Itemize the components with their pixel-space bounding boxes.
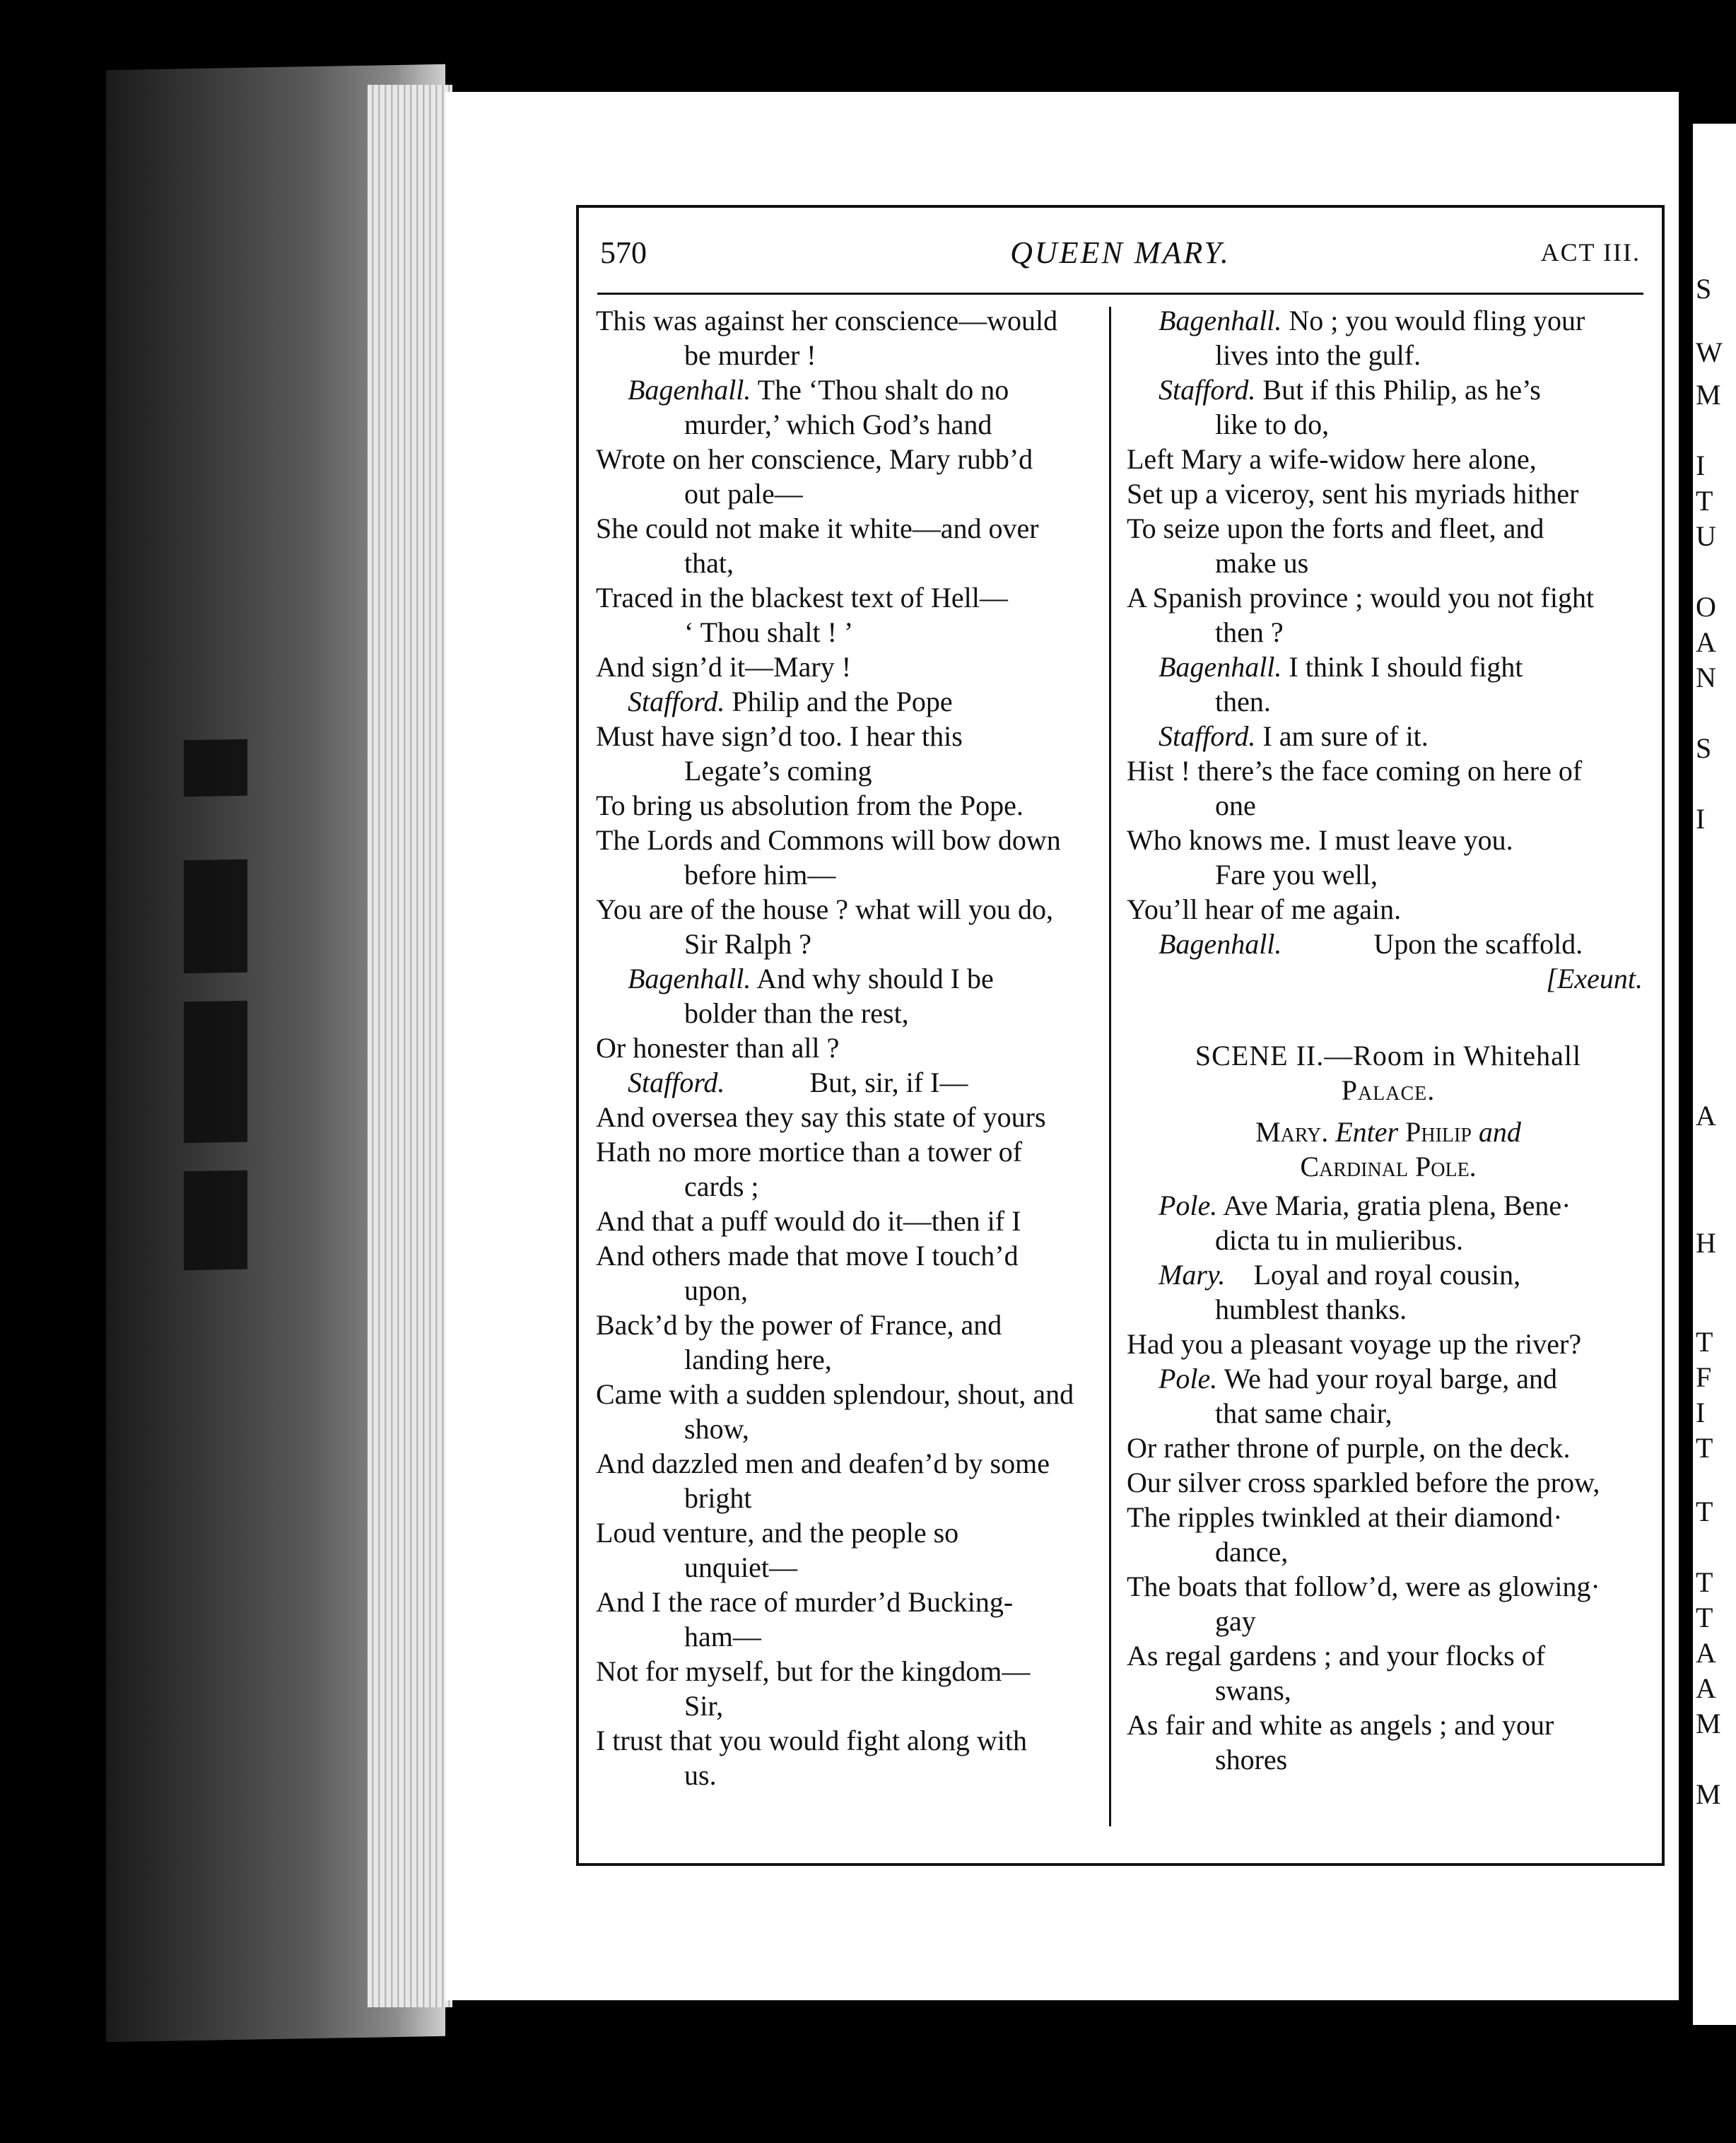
verse-line: As fair and white as angels ; and your — [1127, 1709, 1554, 1741]
speech-text: We had your royal barge, and — [1217, 1363, 1558, 1395]
verse-line: upon, — [684, 1274, 748, 1306]
page-number: 570 — [600, 235, 647, 270]
speech-text: Loyal and royal cousin, — [1225, 1259, 1521, 1291]
verse-line — [1127, 1257, 1650, 1292]
scene-heading — [1127, 1038, 1650, 1108]
verse-line: To bring us absolution from the Pope. — [596, 789, 1024, 821]
verse-line: The boats that follow’d, were as glowing· — [1127, 1570, 1600, 1602]
speaker-name: Bagenhall. — [1159, 928, 1282, 960]
verse-line: ham— — [684, 1621, 761, 1652]
verse-line: be murder ! — [684, 339, 816, 371]
speech-text: Philip and the Pope — [725, 686, 953, 717]
verse-line: that same chair, — [1215, 1397, 1392, 1429]
facing-page-letter: I — [1696, 1397, 1706, 1428]
verse-line — [1127, 719, 1650, 753]
verse-line: Sir Ralph ? — [684, 928, 811, 960]
verse-line: This was against her conscience—would — [596, 305, 1058, 336]
sd-enter: Enter — [1335, 1116, 1399, 1148]
verse-line: like to do, — [1215, 409, 1330, 440]
speaker-name: Mary. — [1159, 1259, 1226, 1291]
speech-text: But, sir, if I— — [725, 1067, 968, 1098]
stage-direction — [1127, 1115, 1650, 1149]
facing-page-letter: A — [1696, 1100, 1716, 1132]
verse-line: Back’d by the power of France, and — [596, 1309, 1002, 1341]
verse-line: Must have sign’d too. I hear this — [596, 720, 963, 752]
verse-line: make us — [1215, 547, 1309, 579]
speech-text: I think I should fight — [1282, 651, 1523, 683]
verse-line: I trust that you would fight along with — [596, 1725, 1027, 1756]
speaker-name: Stafford. — [1159, 374, 1256, 406]
text-frame — [576, 205, 1665, 1866]
verse-line: Who knows me. I must leave you. — [1127, 824, 1513, 856]
running-title: QUEEN MARY. — [1010, 235, 1231, 270]
verse-line: lives into the gulf. — [1215, 339, 1421, 371]
facing-page-letter: A — [1696, 1637, 1716, 1669]
speech-text: The ‘Thou shalt do no — [751, 374, 1009, 406]
verse-line: swans, — [1215, 1674, 1291, 1706]
verse-line: The ripples twinkled at their diamond· — [1127, 1501, 1563, 1533]
verse-line: Our silver cross sparkled before the prow, — [1127, 1467, 1600, 1498]
verse-line — [596, 1065, 1091, 1100]
exit-direction: [Exeunt. — [1546, 963, 1643, 994]
verse-line: dance, — [1215, 1536, 1289, 1568]
speech-text: Upon the scaffold. — [1282, 928, 1583, 960]
facing-page-letter: W — [1696, 336, 1723, 368]
verse-line: Sir, — [684, 1690, 724, 1722]
facing-page-letter: T — [1696, 1432, 1713, 1464]
facing-page-letter: H — [1696, 1227, 1716, 1259]
scene-heading-line2: Palace. — [1341, 1074, 1436, 1106]
verse-line — [596, 372, 1091, 407]
speaker-name: Bagenhall. — [628, 374, 751, 406]
verse-line: And oversea they say this state of yours — [596, 1101, 1046, 1133]
facing-page-letter: T — [1696, 1326, 1713, 1358]
verse-line: Wrote on her conscience, Mary rubb’d — [596, 443, 1033, 475]
speech-text: And why should I be — [751, 963, 994, 994]
facing-page-fragment — [1693, 124, 1736, 2025]
facing-page-letter: A — [1696, 1672, 1716, 1704]
verse-line: Fare you well, — [1215, 859, 1378, 891]
verse-line — [1127, 303, 1650, 338]
spine-lettering — [184, 739, 247, 797]
verse-line — [1127, 927, 1650, 961]
spine-lettering — [184, 1001, 247, 1144]
right-column — [1127, 303, 1650, 1777]
verse-line: that, — [684, 547, 734, 579]
speaker-name: Pole. — [1159, 1363, 1218, 1395]
facing-page-letter: S — [1696, 732, 1712, 764]
facing-page-letter: F — [1696, 1361, 1712, 1393]
facing-page-letter: T — [1696, 485, 1713, 517]
running-head — [579, 235, 1662, 277]
verse-line: A Spanish province ; would you not fight — [1127, 582, 1595, 613]
facing-page-letter: I — [1696, 450, 1706, 481]
verse-line: shores — [1215, 1744, 1288, 1775]
verse-line: And dazzled men and deafen’d by some — [596, 1448, 1050, 1479]
speaker-name: Stafford. — [628, 1067, 725, 1098]
speaker-name: Bagenhall. — [1159, 651, 1282, 683]
speaker-name: Pole. — [1159, 1190, 1218, 1221]
facing-page-letter: I — [1696, 803, 1706, 835]
verse-line: Traced in the blackest text of Hell— — [596, 582, 1008, 613]
verse-line: You are of the house ? what will you do, — [596, 893, 1053, 925]
left-column — [596, 303, 1091, 1792]
verse-line: Legate’s coming — [684, 755, 872, 787]
verse-line: one — [1215, 789, 1256, 821]
verse-line: Not for myself, but for the kingdom— — [596, 1655, 1031, 1687]
verse-line — [1127, 650, 1650, 684]
verse-line: Set up a viceroy, sent his myriads hither — [1127, 478, 1579, 510]
right-column-top — [1127, 303, 1650, 961]
facing-page-letter: T — [1696, 1602, 1713, 1633]
facing-page-letter: M — [1696, 1708, 1721, 1739]
verse-line: Had you a pleasant voyage up the river? — [1127, 1328, 1582, 1360]
verse-line: landing here, — [684, 1344, 832, 1375]
verse-line: us. — [684, 1759, 717, 1791]
facing-page-letter: M — [1696, 1778, 1721, 1810]
verse-line: And I the race of murder’d Bucking- — [596, 1586, 1014, 1618]
sd-mary: Mary. — [1255, 1116, 1329, 1148]
verse-line: Left Mary a wife-widow here alone, — [1127, 443, 1537, 475]
verse-line: To seize upon the forts and fleet, and — [1127, 512, 1544, 544]
verse-line: unquiet— — [684, 1551, 797, 1583]
verse-line — [1127, 1188, 1650, 1223]
verse-line: Hist ! there’s the face coming on here of — [1127, 755, 1583, 787]
verse-line: Hath no more mortice than a tower of — [596, 1136, 1023, 1168]
verse-line — [596, 684, 1091, 719]
verse-line: Or rather throne of purple, on the deck. — [1127, 1432, 1571, 1464]
verse-line: cards ; — [684, 1170, 759, 1202]
verse-line — [596, 961, 1091, 996]
speech-text: I am sure of it. — [1255, 720, 1429, 752]
verse-line: And sign’d it—Mary ! — [596, 651, 852, 683]
verse-line: bolder than the rest, — [684, 997, 909, 1029]
sd-pole: Cardinal Pole. — [1300, 1151, 1477, 1182]
facing-page-letter: U — [1696, 520, 1716, 552]
verse-line: then ? — [1215, 616, 1284, 648]
facing-page-letter: A — [1696, 626, 1716, 658]
verse-line: humblest thanks. — [1215, 1293, 1407, 1325]
facing-page-letter: N — [1696, 662, 1716, 693]
verse-line: gay — [1215, 1605, 1256, 1637]
verse-line: show, — [684, 1413, 749, 1445]
spine-lettering — [184, 1170, 247, 1271]
verse-line: And others made that move I touch’d — [596, 1240, 1019, 1272]
verse-line: before him— — [684, 859, 836, 891]
spine-lettering — [184, 859, 247, 974]
speaker-name: Stafford. — [1159, 720, 1256, 752]
verse-line: You’ll hear of me again. — [1127, 893, 1402, 925]
facing-page-letter: O — [1696, 591, 1716, 623]
right-column-bottom — [1127, 1188, 1650, 1777]
speaker-name: Bagenhall. — [628, 963, 751, 994]
verse-line: As regal gardens ; and your flocks of — [1127, 1640, 1546, 1672]
act-label: ACT III. — [1540, 238, 1641, 266]
facing-page-letter: S — [1696, 273, 1712, 305]
page-stack — [368, 85, 452, 2007]
scene-heading-line1: SCENE II.—Room in Whitehall — [1195, 1040, 1582, 1072]
verse-line: The Lords and Commons will bow down — [596, 824, 1061, 856]
column-rule — [1109, 307, 1111, 1826]
facing-page-letter: T — [1696, 1566, 1713, 1598]
sd-philip: Philip — [1405, 1116, 1472, 1148]
verse-line: murder,’ which God’s hand — [684, 409, 992, 440]
head-rule — [597, 293, 1643, 295]
verse-line: And that a puff would do it—then if I — [596, 1205, 1021, 1237]
speaker-name: Stafford. — [628, 686, 725, 717]
speaker-name: Bagenhall. — [1159, 305, 1282, 336]
speech-text: But if this Philip, as he’s — [1255, 374, 1541, 406]
verse-line — [1127, 1361, 1650, 1396]
verse-line: Or honester than all ? — [596, 1032, 840, 1064]
verse-line: dicta tu in mulieribus. — [1215, 1224, 1464, 1256]
verse-line: Loud venture, and the people so — [596, 1517, 959, 1549]
verse-line: then. — [1215, 686, 1271, 717]
verse-line: out pale— — [684, 478, 803, 510]
verse-line: Came with a sudden splendour, shout, and — [596, 1378, 1074, 1410]
sd-and: and — [1478, 1116, 1521, 1148]
verse-line — [1127, 372, 1650, 407]
speech-text: Ave Maria, gratia plena, Bene· — [1217, 1190, 1571, 1221]
verse-line: She could not make it white—and over — [596, 512, 1039, 544]
verse-line: bright — [684, 1482, 752, 1514]
facing-page-letter: T — [1696, 1496, 1713, 1527]
facing-page-letter: M — [1696, 379, 1721, 411]
verse-line: ‘ Thou shalt ! ’ — [684, 616, 854, 648]
speech-text: No ; you would fling your — [1282, 305, 1585, 336]
